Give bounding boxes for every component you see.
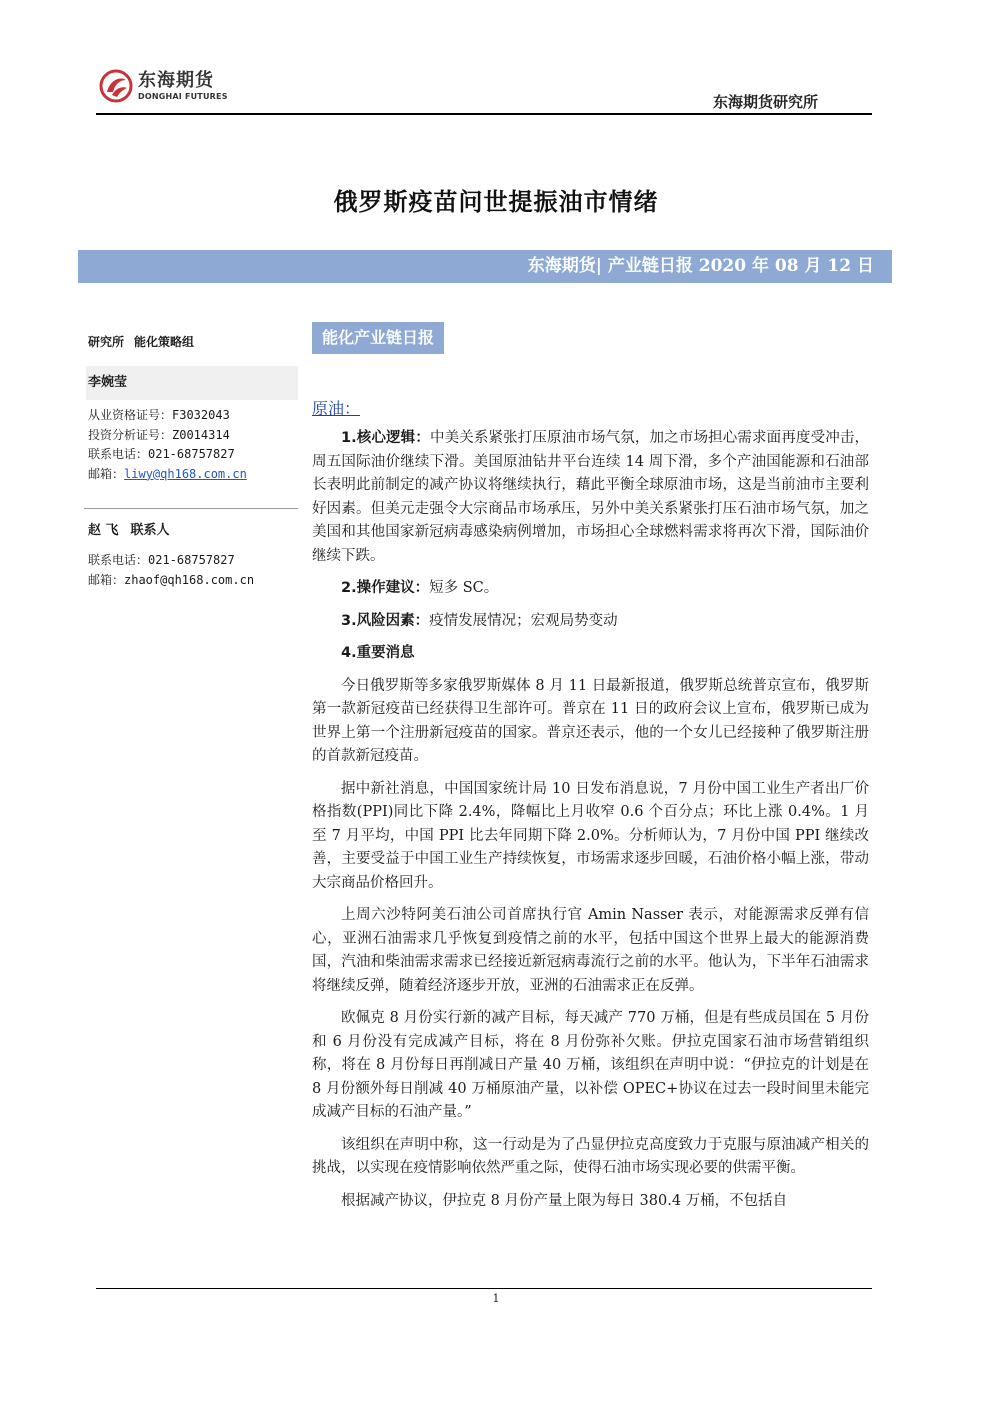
department (88, 332, 298, 352)
news-paragraph: 根据减产协议，伊拉克 8 月份产量上限为每日 380.4 万桶，不包括自 (341, 1192, 788, 1209)
author-sidebar (88, 332, 298, 590)
risk-label: 3.风险因素： (341, 612, 430, 629)
logo-chinese-name: 东海期货 (138, 69, 214, 91)
section-heading-crude-oil: 原油： (312, 399, 361, 418)
report-title: 俄罗斯疫苗问世提振油市情绪 (333, 187, 659, 216)
analyst-qualification: 从业资格证号：F3032043 (88, 408, 230, 422)
core-logic-text: 中美关系紧张打压原油市场气氛，加之市场担心需求面再度受冲击，周五国际油价继续下滑。美国原油钻井平台连续 14 周下滑，多个产油国能源和石油部长表明此前制定的减产协议将继续执行，藉此平衡全球原油市场，这是当前油市主要利好因素。但美元走强令大宗商品市场承压，另外中美关系紧张打压石油市场气氛，加之美国和其他国家新冠病毒感染病例增加，市场担心全球燃料需求将再次下滑，国际油价继续下跌。 (312, 430, 869, 564)
page-number: 1 (492, 1292, 500, 1305)
core-logic-label: 1.核心逻辑： (341, 430, 430, 446)
logo-english-name: DONGHAI FUTURES (138, 91, 228, 101)
contact-email: 邮箱：zhaof@qh168.com.cn (88, 572, 255, 587)
news-paragraph: 今日俄罗斯等多家俄罗斯媒体 8 月 11 日最新报道，俄罗斯总统普京宣布，俄罗斯第一款新冠疫苗已经获得卫生部许可。普京在 11 日的政府会议上宣布，俄罗斯已成为世界上第一个注册新冠疫苗的国家。普京还表示，他的一个女儿已经接种了俄罗斯注册的首款新冠疫苗。 (312, 677, 869, 764)
contact-info (88, 551, 298, 590)
analyst-email-row (88, 465, 298, 485)
analyst-email-link[interactable]: liwy@qh168.com.cn (124, 466, 247, 481)
news-paragraph: 该组织在声明中称，这一行动是为了凸显伊拉克高度致力于克服与原油减产相关的挑战，以实现在疫情影响依然严重之际，使得石油市场实现必要的供需平衡。 (312, 1136, 869, 1176)
footer-divider (96, 1288, 872, 1289)
advice-paragraph (312, 577, 869, 601)
risk-text: 疫情发展情况；宏观局势变动 (429, 612, 618, 629)
news-heading: 4.重要消息 (341, 645, 415, 661)
risk-paragraph (312, 610, 869, 634)
analyst-email-label: 邮箱： (88, 466, 125, 481)
news-paragraph: 欧佩克 8 月份实行新的减产目标，每天减产 770 万桶，但是有些成员国在 5 月份和 6 月份没有完成减产目标，将在 8 月份弥补欠账。伊拉克国家石油市场营销组织称，将在 8 月份每日再削减日产量 40 万桶，该组织在声明中说：“伊拉克的计划是在 8 月份额外每日削减 40 万桶原油产量，以补偿 OPEC+协议在过去一段时间里未能完成减产目标的石油产量。” (312, 1010, 869, 1120)
report-banner: 东海期货| 产业链日报 2020 年 08 月 12 日 (78, 250, 892, 283)
analyst-phone: 联系电话：021-68757827 (88, 447, 235, 461)
advice-text: 短多 SC。 (429, 580, 499, 596)
header-divider (96, 113, 872, 115)
core-logic-paragraph (312, 427, 869, 568)
analyst-info (88, 406, 298, 484)
contact-role: 联系人 (130, 523, 170, 538)
report-type-tag: 能化产业链日报 (312, 322, 444, 354)
company-logo (98, 68, 228, 104)
news-paragraph: 上周六沙特阿美石油公司首席执行官 Amin Nasser 表示，对能源需求反弹有信心，亚洲石油需求几乎恢复到疫情之前的水平，包括中国这个世界上最大的能源消费国，汽油和柴油需求需求已经接近新冠病毒流行之前的水平。他认为，下半年石油需求将继续反弹，随着经济逐步开放，亚洲的石油需求正在反弹。 (312, 907, 869, 994)
analyst-investment-license: 投资分析证号：Z0014314 (88, 427, 230, 442)
report-body (312, 322, 869, 1213)
news-paragraph: 据中新社消息，中国国家统计局 10 日发布消息说，7 月份中国工业生产者出厂价格指数(PPI)同比下降 2.4%，降幅比上月收窄 0.6 个百分点；环比上涨 0.4%。1 月至 7 月平均，中国 PPI 比去年同期下降 2.0%。分析师认为，7 月份中国 PPI 继续改善，主要受益于中国工业生产持续恢复，市场需求逐步回暖，石油价格小幅上涨，带动大宗商品价格回升。 (312, 780, 869, 891)
phoenix-logo-icon (98, 68, 134, 104)
sidebar-divider (84, 508, 298, 509)
contact-phone: 联系电话：021-68757827 (88, 553, 235, 567)
analyst-name: 李婉莹 (86, 366, 298, 400)
contact-person (88, 521, 298, 541)
group-label: 能化策略组 (134, 335, 195, 349)
dept-label: 研究所 (88, 335, 125, 349)
institute-name: 东海期货研究所 (712, 93, 818, 111)
contact-name: 赵 飞 (88, 523, 119, 538)
advice-label: 2.操作建议： (341, 580, 430, 596)
